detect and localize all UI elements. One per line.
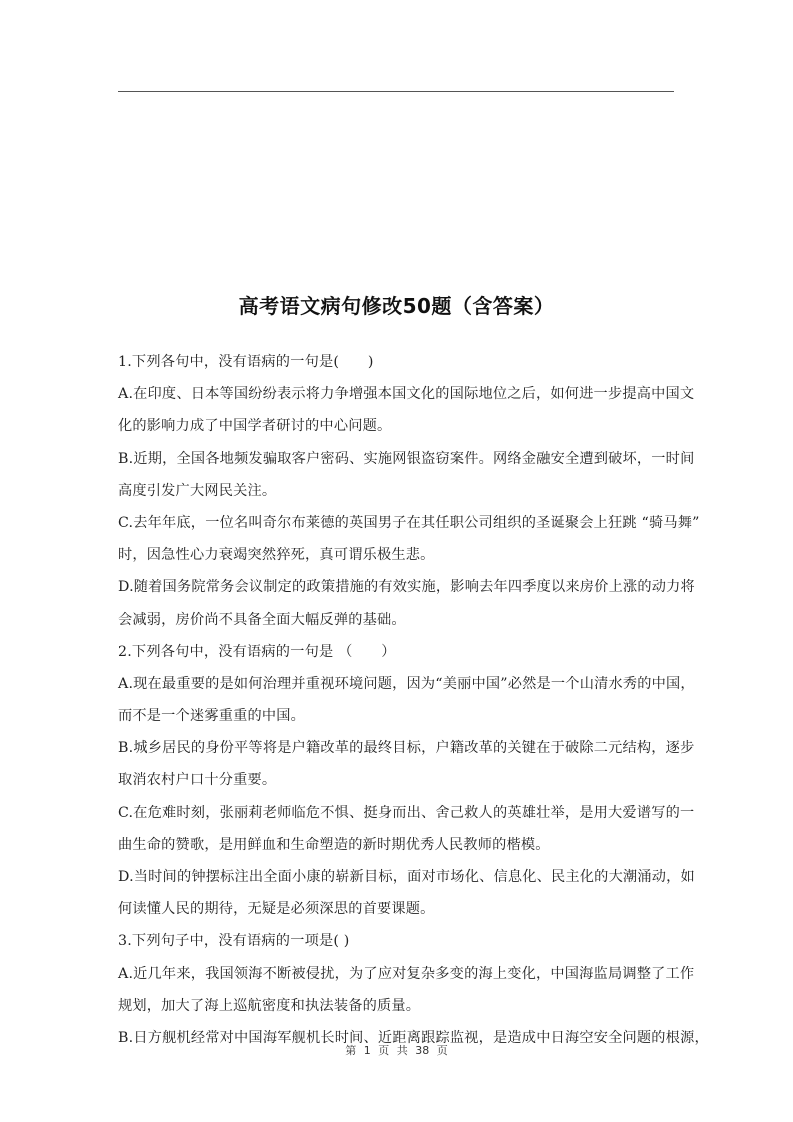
q2-option-a-cont: 而不是一个迷雾重重的中国。 xyxy=(118,708,306,725)
question-2-stem: 2.下列各句中，没有语病的一句是 （ ） xyxy=(118,643,396,660)
q1-option-d: D.随着国务院常务会议制定的政策措施的有效实施，影响去年四季度以来房价上涨的动力将 xyxy=(118,579,695,596)
question-1-stem: 1.下列各句中，没有语病的一句是( ) xyxy=(118,354,374,370)
q1-option-a-cont: 化的影响力成了中国学者研讨的中心问题。 xyxy=(118,418,392,435)
q2-option-b: B.城乡居民的身份平等将是户籍改革的最终目标，户籍改革的关键在于破除二元结构，逐步 xyxy=(118,740,695,757)
q1-option-c: C.去年年底，一位名叫奇尔布莱德的英国男子在其任职公司组织的圣诞聚会上狂跳 “骑马舞” xyxy=(118,514,700,531)
q3-option-a-cont: 规划，加大了海上巡航密度和执法装备的质量。 xyxy=(118,997,421,1014)
header-rule xyxy=(118,91,674,92)
q2-option-a: A.现在最重要的是如何治理并重视环境问题，因为“美丽中国”必然是一个山清水秀的中国， xyxy=(118,675,695,692)
q2-option-d: D.当时间的钟摆标注出全面小康的崭新目标，面对市场化、信息化、民主化的大潮涌动，如 xyxy=(118,869,695,885)
q1-option-b: B.近期，全国各地频发骗取客户密码、实施网银盗窃案件。网络金融安全遭到破坏，一时间 xyxy=(118,450,695,467)
q2-option-d-cont: 何读懂人民的期待，无疑是必须深思的首要课题。 xyxy=(118,901,435,918)
page-number: 第 1 页 共 38 页 xyxy=(345,1044,448,1057)
page-title: 高考语文病句修改50题（含答案） xyxy=(238,294,555,318)
q2-option-b-cont: 取消农村户口十分重要。 xyxy=(118,772,277,789)
q2-option-c-cont: 曲生命的赞歌，是用鲜血和生命塑造的新时期优秀人民教师的楷模。 xyxy=(118,836,550,853)
document-body xyxy=(118,352,709,1060)
q1-option-d-cont: 会减弱，房价尚不具备全面大幅反弹的基础。 xyxy=(118,611,406,628)
q3-option-b: B.日方舰机经常对中国海军舰机长时间、近距离跟踪监视，是造成中日海空安全问题的根源， xyxy=(118,1029,709,1046)
question-3-stem: 3.下列句子中，没有语病的一项是( ) xyxy=(118,933,350,950)
q1-option-c-cont: 时，因急性心力衰竭突然猝死，真可谓乐极生悲。 xyxy=(118,547,435,564)
q3-option-a: A.近几年来，我国领海不断被侵扰，为了应对复杂多变的海上变化，中国海监局调整了工作 xyxy=(118,965,695,982)
q1-option-a: A.在印度、日本等国纷纷表示将力争增强本国文化的国际地位之后，如何进一步提高中国文 xyxy=(118,386,695,403)
q1-option-b-cont: 高度引发广大网民关注。 xyxy=(118,482,277,499)
q2-option-c: C.在危难时刻，张丽莉老师临危不惧、挺身而出、舍己救人的英雄壮举，是用大爱谱写的一 xyxy=(118,804,695,821)
